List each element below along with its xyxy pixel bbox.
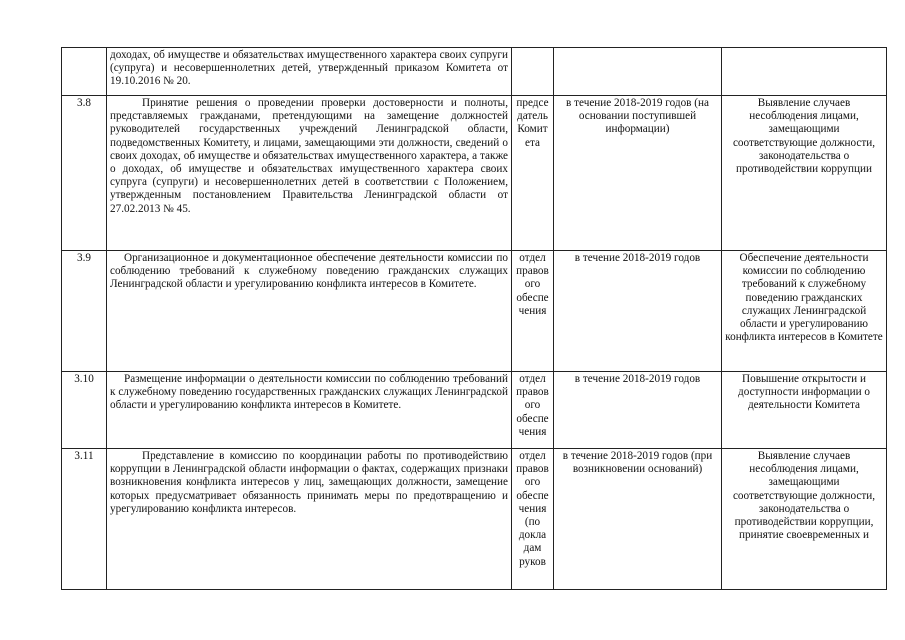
term-cell: в течение 2018-2019 годов: [554, 251, 722, 372]
responsible-cell: [512, 48, 554, 96]
expected-result-cell: Повышение открытости и доступности информации о деятельности Комитета: [722, 372, 887, 449]
row-number: 3.9: [62, 251, 107, 372]
measure-description: доходах, об имуществе и обязательствах имущественного характера своих супруги (супруга) и несовершеннолетних детей, утвержденный приказом Комитета от 19.10.2016 № 20.: [107, 48, 512, 96]
term-cell: [554, 48, 722, 96]
responsible-cell: предсе датель Комит ета: [512, 96, 554, 251]
term-cell: в течение 2018-2019 годов (на основании поступившей информации): [554, 96, 722, 251]
table-row: [62, 251, 887, 372]
responsible-cell: отдел правов ого обеспе чения: [512, 251, 554, 372]
row-number: 3.10: [62, 372, 107, 449]
measure-description: Принятие решения о проведении проверки достоверности и полноты, представляемых гражданами, претендующими на замещение должностей руководителей государственных учреждений Ленинградской области, подведомственных Комитету, и лицами, замещающими эти должности, сведений о своих доходах, об имуществе и обязательствах имущественного характера, а также о доходах, об имуществе и обязательствах имущественного характера своих супруга (супруги) и несовершеннолетних детей в соответствии с Положением, утвержденным постановлением Правительства Ленинградской области от 27.02.2013 № 45.: [107, 96, 512, 251]
responsible-cell: отдел правов ого обеспе чения (по докла дам руков: [512, 449, 554, 590]
table-row: [62, 372, 887, 449]
term-cell: в течение 2018-2019 годов (при возникновении оснований): [554, 449, 722, 590]
expected-result-cell: Выявление случаев несоблюдения лицами, замещающими соответствующие должности, законодательства о противодействии коррупции: [722, 96, 887, 251]
row-number: 3.11: [62, 449, 107, 590]
row-number: 3.8: [62, 96, 107, 251]
expected-result-cell: Обеспечение деятельности комиссии по соблюдению требований к служебному поведению гражданских служащих Ленинградской области и урегулированию конфликта интересов в Комитете: [722, 251, 887, 372]
term-cell: в течение 2018-2019 годов: [554, 372, 722, 449]
table-row: [62, 449, 887, 590]
measures-table: [61, 47, 887, 590]
expected-result-cell: [722, 48, 887, 96]
measure-description: Представление в комиссию по координации работы по противодействию коррупции в Ленинградской области информации о фактах, содержащих признаки возникновения конфликта интересов у лиц, замещающих должности, замещение которых предусматривает обязанность принимать меры по предотвращению и урегулированию конфликта интересов.: [107, 449, 512, 590]
row-number: [62, 48, 107, 96]
table-row: [62, 96, 887, 251]
measure-description: Размещение информации о деятельности комиссии по соблюдению требований к служебному поведению государственных гражданских служащих Ленинградской области и урегулированию конфликта интересов в Комитете.: [107, 372, 512, 449]
measure-description: Организационное и документационное обеспечение деятельности комиссии по соблюдению требований к служебному поведению гражданских служащих Ленинградской области и урегулированию конфликта интересов в Комитете.: [107, 251, 512, 372]
table-row: [62, 48, 887, 96]
expected-result-cell: Выявление случаев несоблюдения лицами, замещающими соответствующие должности, законодательства о противодействии коррупции, принятие своевременных и: [722, 449, 887, 590]
responsible-cell: отдел правов ого обеспе чения: [512, 372, 554, 449]
